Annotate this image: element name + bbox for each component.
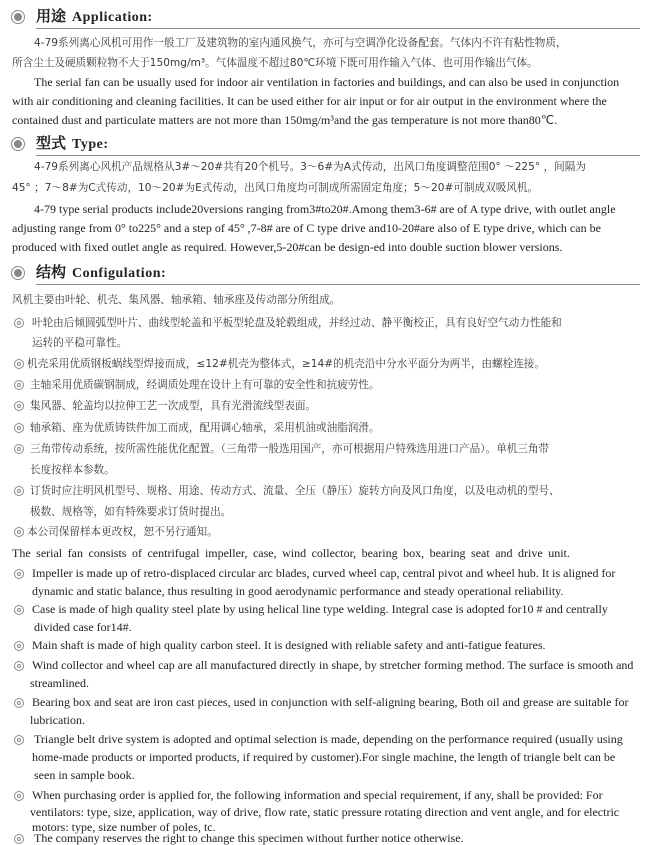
section-bullet-icon — [11, 266, 25, 280]
heading-cn: 用途 — [36, 7, 67, 25]
list-item-text: 机壳采用优质钢板蜗线型焊接而成，≤12#机壳为整体式，≥14#的机壳沿中分水平面分为两半，由螺栓连接。 — [27, 358, 545, 370]
list-item-text: Triangle belt drive system is adopted and optimal selection is made, depending on the performance required (usually using — [34, 732, 623, 746]
divider — [36, 155, 640, 156]
list-item-text: Bearing box and seat are iron cast pieces, used in conjunction with self-aligning bearing, Both oil and grease are suitable for — [32, 695, 629, 709]
list-item-text: 轴承箱、座为优质铸铁件加工而成，配用调心轴承，采用机油或油脂润滑。 — [30, 422, 380, 434]
list-item-text: 长度按样本参数。 — [30, 464, 115, 476]
text-line: 风机主要由叶轮、机壳、集风器、轴承箱、轴承座及传动部分所组成。 — [12, 294, 341, 306]
list-item-text: 订货时应注明风机型号、规格、用途、传动方式、流量、全压（静压）旋转方向及风口角度，以及电动机的型号、 — [30, 485, 560, 497]
list-item-text: motors: type, size number of poles, tc. — [32, 820, 216, 834]
item-bullet-icon — [14, 569, 24, 579]
list-item-text: lubrication. — [30, 713, 85, 727]
text-line: adjusting range from 0° to225° and a step of 45° ,7-8# are of C type drive and10-20#are also of E type drive, which can be — [12, 221, 601, 235]
divider — [36, 284, 640, 285]
list-item-text: dynamic and static balance, thus resulting in good aerodynamic performance and steady operational reliability. — [32, 584, 564, 598]
list-item-text: 集风器、轮盖均以拉伸工艺一次成型，具有光滑流线型表面。 — [30, 400, 317, 412]
text-line: The serial fan consists of centrifugal impeller, case, wind collector, bearing box, bearing seat and drive unit. — [12, 546, 570, 560]
text-line: The serial fan can be usually used for indoor air ventilation in factories and buildings, and can also be used in conjunction — [34, 75, 620, 89]
item-bullet-icon — [14, 641, 24, 651]
item-bullet-icon — [14, 791, 24, 801]
list-item-text: ventilators: type, size, application, way of drive, flow rate, static pressure rotating direction and vent angle, and for electric — [30, 805, 620, 819]
list-item-text: divided case for14#. — [34, 620, 132, 634]
item-bullet-icon — [14, 605, 24, 615]
text-line: 所含尘土及硬质颗粒物不大于150mg/m³。气体温度不超过80℃环境下既可用作输入气体、也可用作输出气体。 — [12, 57, 538, 69]
text-line: 45° ；7～8#为C式传动，10～20#为E式传动，出风口角度均可制成所需固定角度；5～20#可制成双吸风机。 — [12, 182, 539, 194]
item-bullet-icon — [14, 401, 24, 411]
section-title — [36, 133, 108, 155]
item-bullet-icon — [14, 380, 24, 390]
list-item-text: home-made products or imported products, if required by customer).For single machine, the length of triangle belt can be — [32, 750, 616, 764]
list-item-text: streamlined. — [30, 676, 89, 690]
item-bullet-icon — [14, 735, 24, 745]
list-item-text: Main shaft is made of high quality carbon steel. It is designed with reliable safety and anti-fatigue features. — [32, 638, 546, 652]
item-bullet-icon — [14, 834, 24, 844]
heading-en: Application: — [72, 10, 153, 25]
heading-en: Configulation: — [72, 266, 167, 281]
list-item-text: 本公司保留样本更改权，恕不另行通知。 — [27, 526, 218, 538]
item-bullet-icon — [14, 318, 24, 328]
item-bullet-icon — [14, 486, 24, 496]
list-item-text: When purchasing order is applied for, the following information and special requirement, if any, shall be provided: For — [32, 788, 603, 802]
section-title — [36, 6, 153, 28]
section-bullet-icon — [11, 10, 25, 24]
item-bullet-icon — [14, 527, 24, 537]
section-header-configuration — [8, 262, 640, 284]
list-item-text: 三角带传动系统，按所需性能优化配置。（三角带一般选用国产，亦可根据用户特殊选用进口产品）。单机三角带 — [30, 443, 550, 455]
list-item-text: 主轴采用优质碳钢制成，经调质处理在设计上有可靠的安全性和抗疲劳性。 — [30, 379, 380, 391]
section-header-type — [8, 133, 640, 155]
divider — [36, 28, 640, 29]
section-bullet-icon — [11, 137, 25, 151]
section-header-application — [8, 6, 640, 28]
list-item-text: Wind collector and wheel cap are all manufactured directly in shape, by stretcher forming method. The surface is smooth and — [32, 658, 634, 672]
item-bullet-icon — [14, 698, 24, 708]
item-bullet-icon — [14, 444, 24, 454]
list-item-text: 叶轮由后倾圆弧型叶片、曲线型轮盖和平板型轮盘及轮毂组成，并经过动、静平衡校正，具有良好空气动力性能和 — [32, 317, 562, 329]
heading-en: Type: — [72, 137, 109, 152]
text-line: 4-79系列离心风机可用作一般工厂及建筑物的室内通风换气，亦可与空调净化设备配套。气体内不许有粘性物质， — [34, 37, 567, 49]
heading-cn: 结构 — [36, 263, 67, 281]
item-bullet-icon — [14, 423, 24, 433]
heading-cn: 型式 — [36, 134, 67, 152]
text-line: contained dust and particulate matters are not more than 150mg/m³and the gas temperature is not more than80℃. — [12, 113, 558, 127]
text-line: 4-79 type serial products include20versions ranging from3#to20#.Among them3-6# are of A type drive, with outlet angle — [34, 202, 616, 216]
list-item-text: Impeller is made up of retro-displaced circular arc blades, curved wheel cap, central pivot and wheel hub. It is aligned for — [32, 566, 616, 580]
item-bullet-icon — [14, 661, 24, 671]
list-item-text: seen in sample book. — [34, 768, 135, 782]
text-line: 4-79系列离心风机产品规格从3#～20#共有20个机号。3～6#为A式传动，出风口角度调整范围0° ～225° ，间隔为 — [34, 161, 586, 173]
text-line: produced with fixed outlet angle as required. However,5-20#can be design-ed into double suction blower versions. — [12, 240, 563, 254]
item-bullet-icon — [14, 359, 24, 369]
list-item-text: The company reserves the right to change this specimen without further notice otherwise. — [34, 831, 464, 845]
list-item-text: Case is made of high quality steel plate by using helical line type welding. Integral case is adopted for10 # and centrally — [32, 602, 608, 616]
text-line: with air conditioning and cleaning facilities. It can be used either for air input or for air output in the environment where the — [12, 94, 607, 108]
section-title — [36, 262, 166, 284]
list-item-text: 极数、规格等，如有特殊要求订货时提出。 — [30, 506, 232, 518]
list-item-text: 运转的平稳可靠性。 — [32, 337, 128, 349]
